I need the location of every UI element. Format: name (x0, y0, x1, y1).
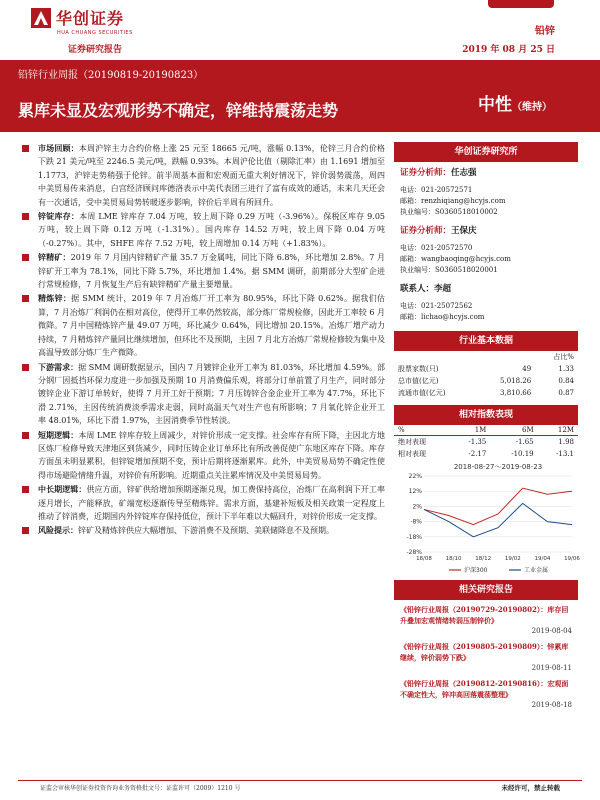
related-report-date: 2019-08-11 (531, 664, 572, 672)
col-header: % (398, 426, 405, 434)
rating-note: （维持） (512, 102, 552, 113)
row-share: 1.33 (558, 365, 574, 373)
performance-chart-svg (394, 460, 578, 580)
related-report-link[interactable]: 《铅锌行业周报（20190729-20190802）：库存回升叠加宏观情绪转弱压制锌价》 (400, 605, 569, 625)
brand-logo (30, 6, 124, 29)
related-heading: 相关研究报告 (394, 580, 578, 600)
x-tick-label: 19/06 (564, 556, 580, 562)
analyst-name-line (400, 168, 572, 179)
sector-label: 铅锌 (535, 26, 555, 37)
section-text: 锌矿及精炼锌供应大幅增加、下游消费不及预期、美联储降息不及预期。 (78, 526, 334, 536)
contact-role: 联系人： (400, 284, 435, 294)
report-series: 铅锌行业周报（20190819-20190823） (18, 70, 204, 81)
table-row (394, 448, 578, 460)
report-headline: 累库未显及宏观形势不确定，锌维持震荡走势 (18, 101, 339, 120)
row-value: -1.65 (515, 438, 534, 446)
basic-data-table (394, 351, 578, 399)
section-refined-zinc (18, 292, 385, 359)
analyst-email[interactable]: 邮箱：wangbaoqing@hcyjs.com (400, 255, 511, 263)
page-header (0, 0, 600, 60)
analyst-name: 王保庆 (451, 226, 477, 236)
bullet-icon (22, 145, 29, 152)
section-short-term (18, 429, 385, 483)
row-value: 5,018.26 (500, 377, 532, 385)
bullet-icon (22, 213, 29, 220)
row-label: 相对表现 (398, 450, 426, 458)
table-row (394, 375, 578, 387)
y-tick-label: 12% (408, 488, 422, 496)
sidebar (394, 142, 578, 719)
report-type: 证券研究报告 (68, 45, 123, 55)
report-date: 2019 年 08 月 25 日 (462, 45, 555, 55)
row-share: 0.87 (558, 389, 574, 397)
row-share: 0.84 (558, 377, 574, 385)
brand-name: 华创证券 (56, 9, 125, 28)
section-market-review (18, 142, 385, 209)
x-tick-label: 19/04 (534, 556, 551, 562)
bullet-icon (22, 432, 29, 439)
section-label: 下游需求： (38, 361, 79, 372)
analyst-cert: 执业编号：S0360518010002 (400, 208, 498, 216)
brand-name-en: HUA CHUANG SECURITIES (57, 30, 133, 36)
section-label: 锌锭库存： (38, 211, 80, 222)
section-text: 据 SMM 调研数据显示，国内 7 月镀锌企业开工率为 81.03%，环比增加 4.59%。部分钢厂因抵挡环保力度进一步加强及预期 10 月消费偏乐观，将部分订单前置了月生产，同时部分镀锌企业下游订单转好，使得 7 月开工好于预期；7 月压铸锌合金企业开工率为 47.7%，环比下滑 2.71%，主因传统消费淡季需求走弱，同时高温天气对生产也有所影响；7 月氧化锌企业开工率 48.01%，环比下滑 1.97%，主因消费季节性转淡。 (38, 362, 385, 426)
chart-title: 2018-08-27～2019-08-23 (453, 463, 543, 471)
series-line (424, 503, 572, 536)
performance-heading: 相对指数表现 (394, 405, 578, 425)
footer-divider (18, 780, 582, 781)
y-tick-label: -8% (410, 518, 422, 526)
x-tick-label: 18/12 (475, 556, 492, 562)
basic-header: 占比% (553, 353, 574, 361)
x-tick-label: 19/02 (504, 556, 521, 562)
row-value: 49 (522, 365, 532, 373)
y-tick-label: 22% (408, 473, 422, 480)
section-text: 本周 LME 锌库存较上周减少，对锌价形成一定支撑。社会库存有所下降，主因北方地区炼厂检修导致天津地区到货减少，同时压铸企业订单环比有所改善促使广东地区库存下降。库存方面虽未明显累积，但锌锭增加预期不变，预计后期将逐渐累库。此外，中美贸易局势不确定性使得市场避险情绪升温，对锌价有所影响。近期重点关注累库情况及中美贸易局势。 (38, 430, 385, 480)
legend-label: 沪深300 (464, 567, 488, 574)
section-label: 市场回顾： (38, 143, 79, 153)
contact-phone: 电话：021-25072562 (400, 302, 473, 310)
header-tab-decoration (488, 0, 554, 8)
performance-chart (394, 460, 578, 580)
section-text: 本周沪锌主力合约价格上涨 25 元至 18665 元/吨，涨幅 0.13%，伦锌三月合约价格下跌 21 美元/吨至 2246.5 美元/吨，跌幅 0.93%。本周沪伦比值（剔除汇率）由 1.1691 增加至 1.1773，沪锌走势稍强于伦锌。前半周基本面和宏观面无重大利好情况下，锌价弱势震荡，周四中美贸易传来消息，白宫经济顾问库德洛表示中美代表团三进行了富有成效的通话，未来几天还会有一次通话，受中美贸易局势转暖逐步影响，锌价后半周有所回升。 (38, 144, 386, 207)
footer-license: 证监会审核华创证券投资咨询业务资格批文号：证监许可（2009）1210 号 (40, 785, 241, 792)
main-content (18, 142, 385, 539)
contact-name-line (400, 284, 572, 295)
analyst-name: 任志强 (451, 168, 477, 178)
y-tick-label: 2% (412, 503, 422, 511)
analyst-phone: 电话：021-20572570 (400, 244, 473, 252)
bullet-icon (22, 254, 29, 261)
x-tick-label: 18/08 (416, 556, 432, 562)
row-value: 1.98 (558, 438, 574, 446)
table-row (394, 363, 578, 375)
related-report-link[interactable]: 《铅锌行业周报（20190812-20190816）：宏观面不确定性大，锌冲高回落震荡整理》 (400, 679, 569, 699)
table-header-row (394, 425, 578, 436)
section-label: 短期逻辑： (38, 429, 79, 440)
y-tick-label: -18% (406, 533, 422, 541)
bullet-icon (22, 486, 29, 493)
row-value: -1.35 (468, 438, 487, 446)
section-long-term (18, 483, 385, 523)
col-header: 1M (474, 426, 487, 434)
section-text: 据 SMM 统计，2019 年 7 月冶炼厂开工率为 80.95%，环比下降 0.62%。据我们估算，7 月冶炼厂利润仍在相对高位，使得开工率仍然较高，部分炼厂常规检修，因此开工率较 6 月微降。7 月中国精炼锌产量 49.07 万吨，环比减少 0.64%，同比增加 20.15%。冶炼厂增产动力持续，7 月精炼锌产量同比继续增加，但环比不及预期，主因 7 月北方冶炼厂常规检修较为集中及高温导致部分炼厂生产微降。 (38, 294, 385, 358)
title-band (0, 60, 600, 132)
contact-email[interactable]: 邮箱：lichao@hcyjs.com (400, 313, 485, 321)
y-tick-label: -28% (406, 549, 422, 556)
related-reports (394, 600, 578, 719)
bullet-icon (22, 527, 29, 534)
related-report-date: 2019-08-18 (531, 701, 572, 709)
section-label: 风险提示： (38, 525, 78, 536)
section-text: 本周 LME 锌库存 7.04 万吨，较上周下降 0.29 万吨（-3.96%）。保税区库存 9.05 万吨，较上周下降 0.12 万吨（-1.31%）。国内库存 14.52 万吨，较上周下降 0.04 万吨（-0.27%）。其中，SHFE 库存 7.52 万吨，较上周增加 0.14 万吨（+1.83%）。 (38, 212, 385, 248)
col-header: 6M (522, 426, 534, 434)
row-value: 3,810.66 (500, 389, 532, 397)
section-label: 精炼锌： (38, 293, 72, 304)
row-label: 股票家数(只) (398, 365, 439, 373)
section-text: 供应方面，锌矿供给增加预期逐渐兑现，加工费保持高位，冶炼厂在高利润下开工率逐月增长，产能释放，矿端宽松逐渐传导至精炼锌。需求方面，基建补短板及相关政策一定程度上推动了锌消费，近期国内外锌锭库存保持低位，预计下半年难以大幅回升，对锌价形成一定支撑。 (38, 485, 386, 521)
analyst-block (394, 162, 578, 325)
row-label: 绝对表现 (398, 438, 426, 446)
section-zinc-concentrate (18, 251, 385, 291)
row-value: -10.19 (511, 450, 534, 458)
rating-value: 中性 (478, 95, 512, 115)
table-row (394, 436, 578, 449)
section-zinc-inventory (18, 210, 385, 250)
analyst-role: 证券分析师： (400, 226, 452, 236)
bullet-icon (22, 364, 29, 371)
institute-heading: 华创证券研究所 (394, 142, 578, 162)
section-label: 锌精矿： (38, 252, 71, 263)
row-label: 总市值(亿元) (398, 377, 439, 385)
row-label: 流通市值(亿元) (398, 389, 446, 397)
contact-name: 李超 (434, 284, 452, 294)
analyst-email[interactable]: 邮箱：renzhiqiang@hcyjs.com (400, 197, 506, 205)
section-downstream-demand (18, 361, 385, 428)
analyst-phone: 电话：021-20572571 (400, 186, 473, 194)
analyst-name-line (400, 226, 572, 237)
rating (478, 90, 552, 115)
brand-mark-icon (30, 7, 52, 29)
col-header: 12M (557, 426, 574, 434)
row-value: -13.1 (556, 450, 574, 458)
bullet-icon (22, 295, 29, 302)
analyst-cert: 执业编号：S0360518020001 (400, 266, 498, 274)
footer-copyright: 未经许可，禁止转载 (501, 784, 560, 792)
section-text: 2019 年 7 月国内锌精矿产量 35.7 万金属吨，同比下降 6.8%，环比增加 2.8%。7 月锌矿开工率为 78.1%，同比下降 5.7%，环比增加 1.4%。据 SMM 调研，前期部分大型矿企进行常规检修，7 月恢复生产后有缺锌精矿产量主要增量。 (38, 253, 386, 290)
legend-label: 工业金属 (524, 567, 549, 574)
section-label: 中长期逻辑： (38, 484, 87, 495)
x-tick-label: 18/10 (445, 556, 462, 562)
basic-data-heading: 行业基本数据 (394, 331, 578, 351)
related-report-link[interactable]: 《铅锌行业周报（20190805-20190809）：锌累库继续，锌价弱势下跌》 (400, 642, 569, 662)
section-risk (18, 524, 385, 537)
related-report-date: 2019-08-04 (531, 627, 572, 635)
table-row (394, 387, 578, 399)
performance-table (394, 425, 578, 460)
analyst-role: 证券分析师： (400, 168, 452, 178)
row-value: -2.17 (468, 450, 487, 458)
